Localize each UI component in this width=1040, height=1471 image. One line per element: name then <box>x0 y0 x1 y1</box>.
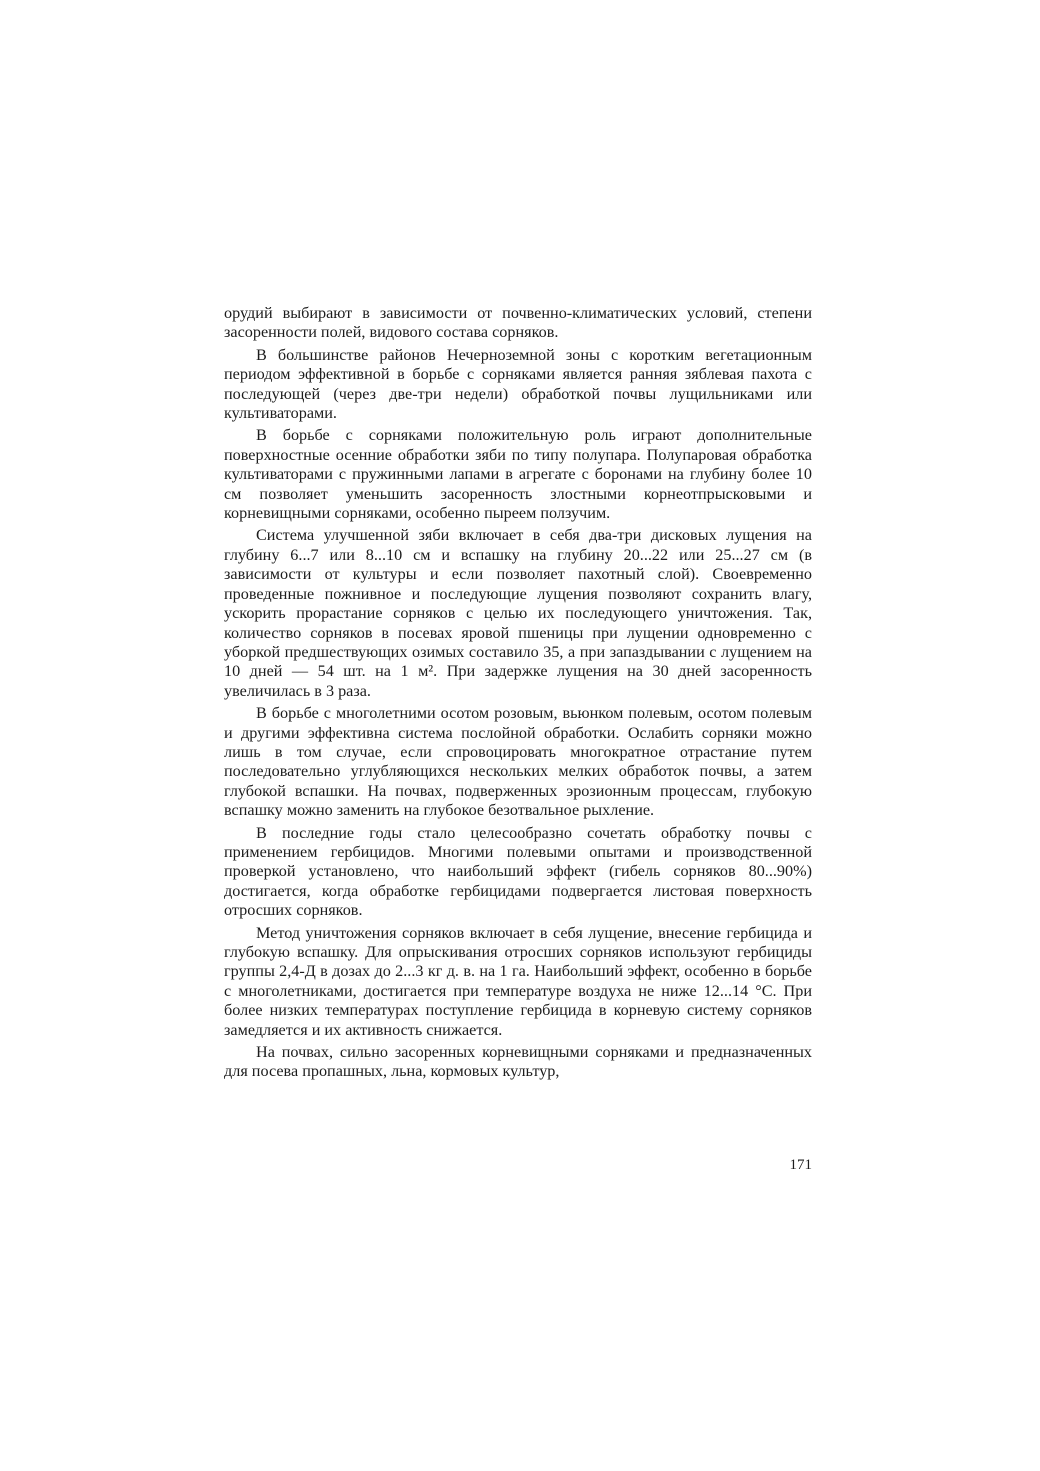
paragraph-herbicides: В последние годы стало целесообразно сочетать обработку почвы с применением гербицидов. Многими полевыми опытами и производственной проверкой установлено, что наибольший эффект (гибель сорняков 80...90%) достигается, когда обработке гербицидами подвергается листовая поверхность отросших сорняков. <box>224 823 812 920</box>
page-number: 171 <box>789 1157 812 1173</box>
paragraph-destruction-method: Метод уничтожения сорняков включает в себя лущение, внесение гербицида и глубокую вспашку. Для опрыскивания отросших сорняков используют гербициды группы 2,4-Д в дозах до 2...3 кг д. в. на 1 га. Наибольший эффект, особенно в борьбе с многолетниками, достигается при температуре воздуха не ниже 12...14 °С. При более низких температурах поступление гербицида в корневую систему сорняков замедляется и их активность снижается. <box>224 923 812 1039</box>
paragraph-layered-tillage: В борьбе с многолетними осотом розовым, вьюнком полевым, осотом полевым и другими эффективна система послойной обработки. Ослабить сорняки можно лишь в том случае, если спровоцировать многократное отрастание путем последовательно углубляющихся нескольких мелких обработок почвы, а затем глубокой вспашки. На почвах, подверженных эрозионным процессам, глубокую вспашку можно заменить на глубокое безотвальное рыхление. <box>224 704 812 820</box>
paragraph-semi-fallow: В борьбе с сорняками положительную роль играют дополнительные поверхностные осенние обработки зяби по типу полупара. Полупаровая обработка культиваторами с пружинными лапами в агрегате с боронами на глубину более 10 см позволяет уменьшить засоренность злостными корнеотпрысковыми и корневищными сорняками, особенно пыреем ползучим. <box>224 426 812 523</box>
paragraph-continuation: орудий выбирают в зависимости от почвенно-климатических условий, степени засоренности полей, видового состава сорняков. <box>224 304 812 342</box>
paragraph-rhizome-weeds: На почвах, сильно засоренных корневищными сорняками и предназначенных для посева пропашных, льна, кормовых культур, <box>224 1043 812 1081</box>
paragraph-early-autumn-plowing: В большинстве районов Нечерноземной зоны с коротким вегетационным периодом эффективной в борьбе с сорняками является ранняя зяблевая пахота с последующей (через две-три недели) обработкой почвы лущильниками или культиваторами. <box>224 345 812 423</box>
paragraph-improved-autumn-tillage: Система улучшенной зяби включает в себя два-три дисковых лущения на глубину 6...7 или 8...10 см и вспашку на глубину 20...22 или 25...27 см (в зависимости от культуры и если позволяет пахотный слой). Своевременно проведенные пожнивное и последующие лущения позволяют сохранить влагу, ускорить прорастание сорняков с целью их последующего уничтожения. Так, количество сорняков в посевах яровой пшеницы при лущении одновременно с уборкой предшествующих озимых составило 35, а при запаздывании с лущением на 10 дней — 54 шт. на 1 м². При задержке лущения на 30 дней засоренность увеличилась в 3 раза. <box>224 526 812 700</box>
page-body <box>224 304 812 1085</box>
